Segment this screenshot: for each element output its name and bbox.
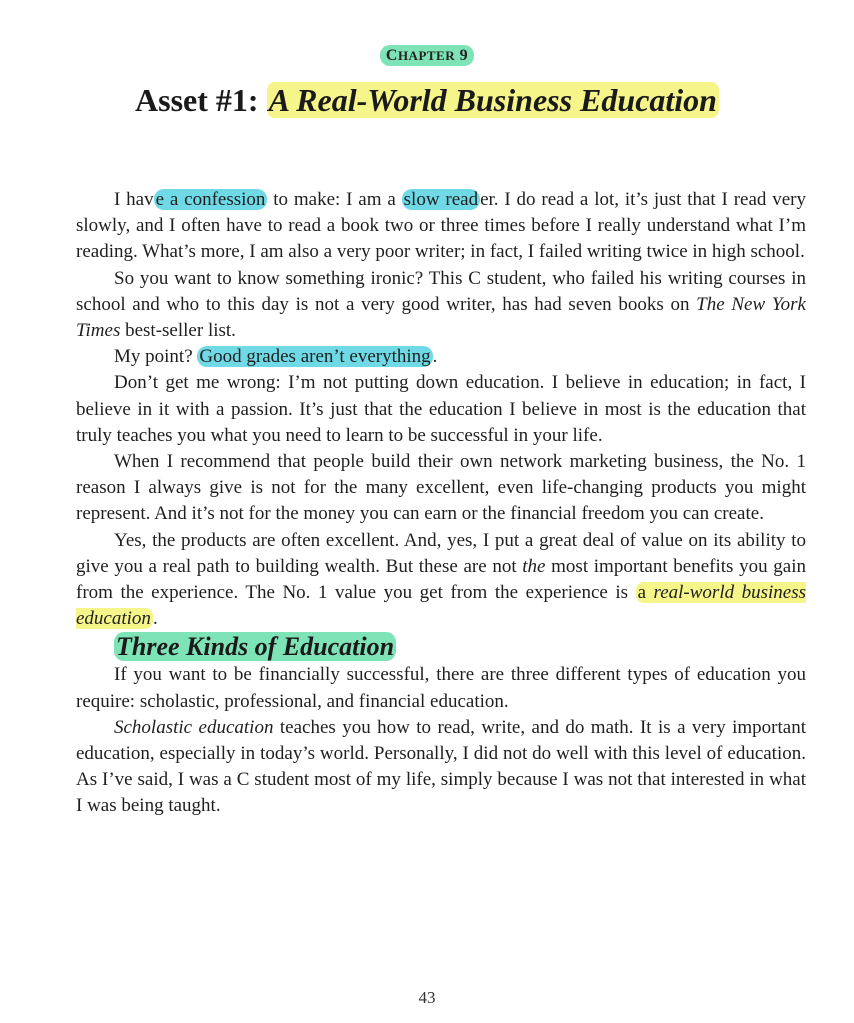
text-run: My point?	[114, 346, 198, 368]
paragraph-products	[76, 528, 806, 633]
text-run: Yes, the products are often excellent. And, yes, I put a great deal of value on its ability to give you a real path to building wealth. But these are not	[76, 529, 806, 577]
chapter-highlight	[380, 45, 474, 66]
text-run: .	[152, 608, 158, 630]
paragraph-confession	[76, 187, 806, 266]
chapter-prefix: C	[385, 47, 398, 64]
page-title	[0, 82, 854, 119]
text-run: teaches you how to read, write, and do math. It is a very important education, especially in today’s world. Personally, I did not do well with this level of education. As I’ve said, I was a C student most of my life, simply because I was not that interested in what I was being taught.	[76, 716, 806, 817]
highlight-slow-reader: slow read	[403, 189, 479, 210]
title-highlighted: A Real-World Business Education	[268, 82, 717, 118]
highlight-confession: e a confession	[155, 189, 266, 210]
body-text	[76, 187, 806, 820]
paragraph-three-types: If you want to be financially successful, there are three different types of education you require: scholastic, professional, and financial education.	[76, 664, 806, 712]
text-run: best-seller list.	[120, 320, 236, 342]
chapter-label	[0, 47, 854, 65]
chapter-word: HAPTER	[397, 48, 456, 63]
text-run: most important benefits you gain from the experience. The No. 1 value you get from the experience is	[76, 555, 806, 604]
paragraph-scholastic	[76, 715, 806, 820]
text-run: .	[432, 346, 438, 368]
section-heading	[76, 632, 806, 662]
highlight-good-grades: Good grades aren’t everything	[199, 346, 431, 368]
title-lead: Asset #1:	[135, 82, 267, 118]
chapter-number: 9	[459, 47, 469, 64]
paragraph-my-point	[76, 344, 806, 370]
paragraph-network-marketing: When I recommend that people build their own network marketing business, the No. 1 reason I always give is not for the many excellent, even life-changing products you might represent. And it’s not for the money you can earn or the financial freedom you can create.	[76, 451, 806, 525]
text-run: So you want to know something ironic? This C student, who failed his writing courses in school and who to this day is not a very good writer, has had seven books on	[76, 267, 806, 315]
text-run: er. I do read a lot, it’s just that I read very slowly, and I often have to read a book two or three times before I really understand what I’m reading. What’s more, I am also a very poor writer; in fact, I failed writing twice in high school.	[76, 189, 806, 263]
emphasis-business-education: real-world business education	[76, 582, 807, 630]
paragraph-ironic	[76, 266, 806, 345]
emphasis-the: the	[522, 555, 546, 577]
paragraph-education: Don’t get me wrong: I’m not putting down education. I believe in education; in fact, I believe in it with a passion. It’s just that the education I believe in most is the education that truly teaches you what you need to learn to be successful in your life.	[76, 372, 806, 446]
text-run: I hav	[114, 189, 154, 210]
text-run: to make: I am a	[267, 189, 402, 210]
page-number: 43	[418, 988, 436, 1007]
book-list-title: The New York Times	[76, 293, 806, 342]
text-run: a	[637, 582, 654, 604]
emphasis-scholastic: Scholastic education	[114, 716, 274, 738]
section-heading-text: Three Kinds of Education	[116, 632, 395, 662]
